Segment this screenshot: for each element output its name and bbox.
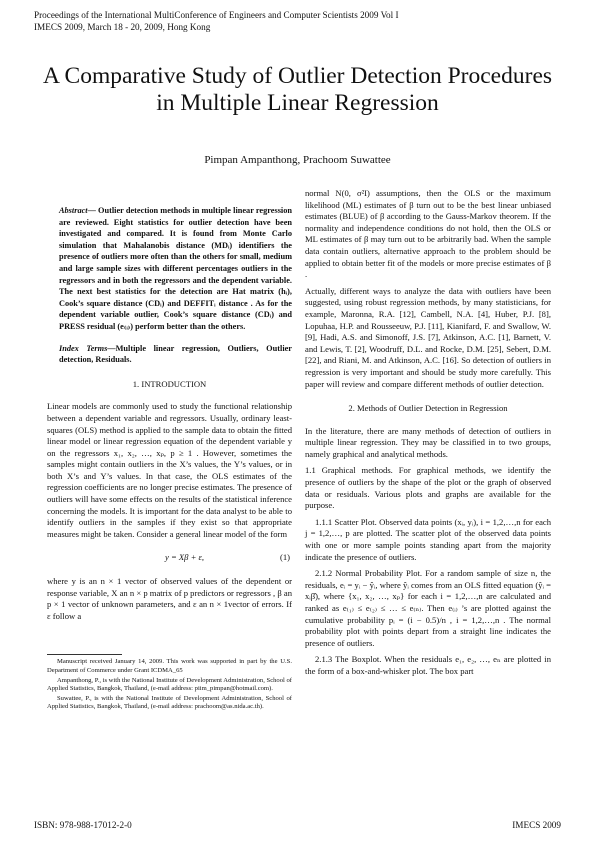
right-column [305, 188, 551, 683]
left-column [47, 188, 292, 713]
abstract-lead: Abstract— [59, 206, 96, 215]
footnote-author-2: Suwattee, P., is with the National Institute of Development Administration, School of Applied Statistics, Bangkok, Thailand, (e-mail address: prachoom@as.nida.ac.th). [47, 694, 292, 711]
methods-paragraph-1: In the literature, there are many methods of detection of outliers in multiple linear regression. They may be classified in to two groups, namely graphical and analytical methods. [305, 425, 551, 459]
abstract [47, 205, 292, 333]
methods-paragraph-normal-plot: 2.1.2 Normal Probability Plot. For a random sample of size n, the residuals, eᵢ = yᵢ − ŷᵢ, where ŷᵢ comes from an OLS fitted equation (ŷᵢ = xᵢβ̂), where {x₁, x₂, …, xₚ} for each i = 1,2,…,n are calculated and ranked as e₍₁₎ ≤ e₍₂₎ ≤ … ≤ e₍ₙ₎. Then e₍ᵢ₎ ’s are plotted against the cumulative probability pᵢ = (i − 0.5)/n , i = 1,2,…,n . The normal probability plot with points depart from a straight line indicates the presence of outliers. [305, 568, 551, 648]
footer-isbn: ISBN: 978-988-17012-2-0 [34, 820, 132, 830]
equation-1 [47, 552, 292, 564]
footnote-received: Manuscript received January 14, 2009. This work was supported in part by the U.S. Department of Commerce under Grant ICDMA_65 [47, 658, 292, 674]
running-header [34, 9, 399, 33]
methods-paragraph-boxplot: 2.1.3 The Boxplot. When the residuals e₁, e₂, …, eₙ are plotted in the form of a box-and-whisker plot. The box part [305, 654, 551, 676]
methods-paragraph-graphical: 1.1 Graphical methods. For graphical methods, we identify the presence of outliers by the shape of the plot or the graph of observed data or residuals. Various plots and graphs are available for the purpose. [305, 465, 551, 511]
right-paragraph-2: Actually, different ways to analyze the data with outliers have been suggested, using robust regression methods, by many statisticians, for example, Maronna, R.A. [12], Cambell, N.A. [4], Huber, P.J. [8], Lopuhaa, H.P. and Rousseeuw, P.J. [11], Kianifard, F. and Swallow, W. [9], Hadi, A.S. and Simonoff, J.S. [7], Atkinson, A.C. [1], Barnett, V. and Lewis, T. [2], Woodruff, D.L. and Rocke, D.M. [25], Sebert, D.M. [22], and Riani, M. and Atkinson, A.C. [16]. So detection of outliers in regression is very important and should be study more carefully. This paper will review and compare different methods of outlier detection. [305, 285, 551, 389]
paper-title: A Comparative Study of Outlier Detection Procedures in Multiple Linear Regression [42, 63, 553, 116]
header-proceedings: Proceedings of the International MultiConference of Engineers and Computer Scientists 2009 Vol I [34, 10, 399, 20]
index-terms [47, 343, 292, 366]
index-terms-text: —Multiple linear regression, Outliers, Outlier detection, Residuals. [59, 343, 292, 365]
footnote-author-1: Ampanthong, P., is with the National Institute of Development Administration, School of Applied Statistics, Bangkok, Thailand, (e-mail address: piim_pimpan@hotmail.com). [47, 676, 292, 693]
index-terms-lead: Index Terms [59, 343, 108, 353]
intro-paragraph-1: Linear models are commonly used to study the functional relationship between a dependent variable and regressors. Usually, ordinary least- squares (OLS) method is applied to the sample data to obtain the fitted linear model or linear regression equation of the dependent variable y on the regressors x₁, x₂, …, xₚ, p ≥ 1 . However, sometimes the samples might contain outliers in the X’s values, the Y’s values, or in both X’s and Y’s values. In that case, the OLS estimates of the regression coefficients are no longer precise estimates. The presence of outliers will have some effects on the results of the statistical inference concerning the models. It is important for the data analyst to be able to identify outliers in the samples if they exist so that appropriate measures might be taken. Consider a general linear model of the form [47, 401, 292, 539]
intro-paragraph-2: where y is an n × 1 vector of observed values of the dependent or response variable, X an n × p matrix of p predictors or regressors , β an p × 1 vector of unknown parameters, and ε an n × 1vector of errors. If ε follow a [47, 576, 292, 621]
equation-body: y = Xβ + ε, [165, 552, 205, 563]
equation-number: (1) [279, 552, 290, 563]
paper-authors: Pimpan Ampanthong, Prachoom Suwattee [204, 154, 391, 166]
footnote-rule [47, 654, 122, 655]
section-heading-methods: 2. Methods of Outlier Detection in Regression [348, 403, 508, 414]
header-conference: IMECS 2009, March 18 - 20, 2009, Hong Kong [34, 22, 211, 32]
section-heading-introduction: 1. INTRODUCTION [132, 378, 207, 389]
methods-paragraph-scatter: 1.1.1 Scatter Plot. Observed data points (xᵢ, yᵢ), i = 1,2,…,n for each j = 1,2,…, p are plotted. The scatter plot of the observed data points with one or more sample points standing apart from the majority indicate the presence of outliers. [305, 516, 551, 562]
footer-conference: IMECS 2009 [512, 820, 561, 830]
abstract-text: Outlier detection methods in multiple linear regression are reviewed. Eight statistics for outlier detection have been investigated and compared. It is found from Monte Carlo simulation that Mahalanobis distance (MDᵢ) identifiers the presence of outliers more often than the others for small, medium and large sample sizes with different percentages outliers in the regressors and in both the regressors and the dependent variable. The next best statistics for the detection are Hat matrix (hᵢ), Cook’s square distance (CDᵢ) and DEFFITᵢ distance . As for the dependent variable outlier, Cook’s square distance (CDᵢ) and PRESS residual (e₍ᵢ₎) perform better than the others. [59, 206, 292, 331]
right-paragraph-1: normal N(0, σ²I) assumptions, then the OLS or the maximum likelihood (ML) estimates of β turn out to be the best linear unbiased estimates (BLUE) of β according to the Gauss-Markov theorem. If the normality and independence conditions do not hold, then the OLS or ML estimates of β may turn out to be arbitrarily bad. When the sample data contain outliers, alternative approach to the problem should be applied to obtain better fit of the models or more precise estimates of β . [305, 188, 551, 280]
